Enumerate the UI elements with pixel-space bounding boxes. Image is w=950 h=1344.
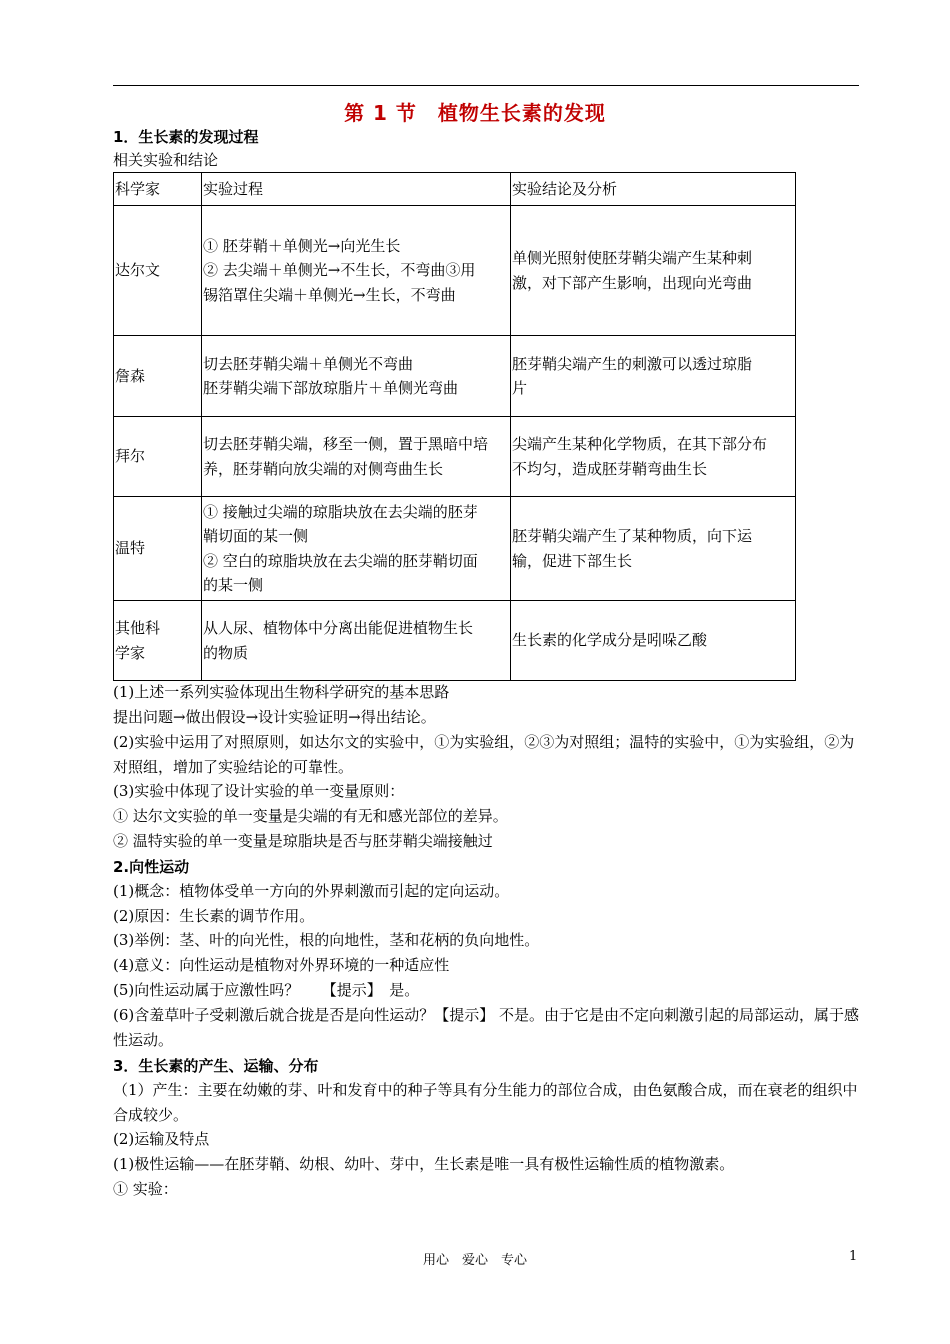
cell-process (202, 206, 511, 336)
cell-line: 学家 (115, 643, 146, 662)
cell-conclusion (511, 417, 796, 497)
note-line: ① 达尔文实验的单一变量是尖端的有无和感光部位的差异。 (113, 807, 508, 825)
table-header-row (114, 173, 796, 206)
cell-line: 切去胚芽鞘尖端＋单侧光不弯曲 (203, 354, 414, 373)
cell-conclusion (511, 206, 796, 336)
cell-line: 胚芽鞘尖端产生的刺激可以透过琼脂 (512, 354, 753, 373)
cell-line: ① 胚芽鞘＋单侧光→向光生长 (203, 236, 401, 255)
experiment-table (113, 172, 796, 681)
note-line: (3)实验中体现了设计实验的单一变量原则： (113, 782, 405, 800)
page-number: 1 (849, 1249, 858, 1264)
cell-line: 尖端产生某种化学物质，在其下部分布 (512, 435, 768, 453)
section1-subheading: 相关实验和结论 (113, 151, 219, 169)
cell-line: 的物质 (203, 643, 249, 662)
list-item: (4)意义：向性运动是植物对外界环境的一种适应性 (113, 956, 450, 974)
cell-process (202, 417, 511, 497)
list-item: (1)概念：植物体受单一方向的外界刺激而引起的定向运动。 (113, 882, 510, 900)
table-row (114, 601, 796, 681)
cell-line: 从人尿、植物体中分离出能促进植物生长 (203, 619, 474, 637)
note-line: 提出问题→做出假设→设计实验证明→得出结论。 (113, 708, 436, 726)
cell-scientist: 詹森 (114, 336, 202, 417)
page-footer: 用心 爱心 专心 (422, 1253, 527, 1268)
note-line: (1)上述一系列实验体现出生物科学研究的基本思路 (113, 683, 450, 701)
list-item: (3)举例：茎、叶的向光性，根的向地性，茎和花柄的负向地性。 (113, 931, 540, 949)
cell-line: 锡箔罩住尖端＋单侧光→生长，不弯曲 (203, 285, 456, 304)
note-line: ② 温特实验的单一变量是琼脂块是否与胚芽鞘尖端接触过 (113, 832, 493, 850)
page-title: 第 1 节 植物生长素的发现 (344, 101, 606, 125)
cell-scientist: 拜尔 (114, 417, 202, 497)
cell-line: ② 空白的琼脂块放在去尖端的胚芽鞘切面 (203, 551, 478, 570)
cell-line: 输，促进下部生长 (512, 551, 633, 570)
cell-conclusion (511, 497, 796, 601)
section3-heading: 3．生长素的产生、运输、分布 (113, 1057, 319, 1075)
cell-line: 胚芽鞘尖端产生了某种物质，向下运 (512, 527, 753, 545)
table-row (114, 206, 796, 336)
list-item: (2)原因：生长素的调节作用。 (113, 907, 315, 925)
cell-process (202, 336, 511, 417)
cell-conclusion (511, 601, 796, 681)
list-item: ① 实验： (113, 1180, 178, 1198)
section1-heading: 1．生长素的发现过程 (113, 128, 259, 146)
cell-process (202, 601, 511, 681)
list-item: （1）产生：主要在幼嫩的芽、叶和发育中的种子等具有分生能力的部位合成，由色氨酸合成，而在衰老的组织中合成较少。 (113, 1081, 858, 1124)
cell-line: 养，胚芽鞘向放尖端的对侧弯曲生长 (203, 459, 444, 478)
header-conclusion: 实验结论及分析 (511, 173, 796, 206)
cell-line: ② 去尖端＋单侧光→不生长，不弯曲③用 (203, 261, 476, 280)
list-item: (2)运输及特点 (113, 1130, 210, 1148)
list-item: (1)极性运输——在胚芽鞘、幼根、幼叶、芽中，生长素是唯一具有极性运输性质的植物激素。 (113, 1155, 735, 1173)
section2-heading: 2.向性运动 (113, 858, 190, 876)
header-process: 实验过程 (202, 173, 511, 206)
cell-line: 片 (512, 379, 528, 397)
cell-line: 胚芽鞘尖端下部放琼脂片＋单侧光弯曲 (203, 379, 459, 397)
cell-line: 生长素的化学成分是吲哚乙酸 (512, 631, 708, 650)
header-scientist: 科学家 (114, 173, 202, 206)
cell-line: 单侧光照射使胚芽鞘尖端产生某种刺 (512, 249, 753, 267)
cell-line: 切去胚芽鞘尖端，移至一侧，置于黑暗中培 (203, 435, 489, 453)
cell-process (202, 497, 511, 601)
table-row (114, 497, 796, 601)
cell-conclusion (511, 336, 796, 417)
cell-scientist: 达尔文 (114, 206, 202, 336)
table-row (114, 336, 796, 417)
list-item: (6)含羞草叶子受刺激后就合拢是否是向性运动？【提示】 不是。由于它是由不定向刺激引起的局部运动，属于感性运动。 (113, 1006, 860, 1049)
cell-line: 鞘切面的某一侧 (203, 527, 309, 545)
cell-line: 不均匀，造成胚芽鞘弯曲生长 (512, 459, 708, 478)
cell-scientist: 温特 (114, 497, 202, 601)
list-item: (5)向性运动属于应激性吗？ 【提示】 是。 (113, 981, 420, 999)
table-row (114, 417, 796, 497)
cell-line: 的某一侧 (203, 576, 264, 594)
cell-line: ① 接触过尖端的琼脂块放在去尖端的胚芽 (203, 502, 478, 521)
cell-scientist (114, 601, 202, 681)
note-paragraph: (2)实验中运用了对照原则，如达尔文的实验中，①为实验组，②③为对照组；温特的实验中，①为实验组，②为对照组，增加了实验结论的可靠性。 (113, 733, 855, 776)
cell-line: 激，对下部产生影响，出现向光弯曲 (512, 273, 753, 292)
cell-line: 其他科 (115, 619, 161, 637)
header-rule (113, 85, 859, 86)
